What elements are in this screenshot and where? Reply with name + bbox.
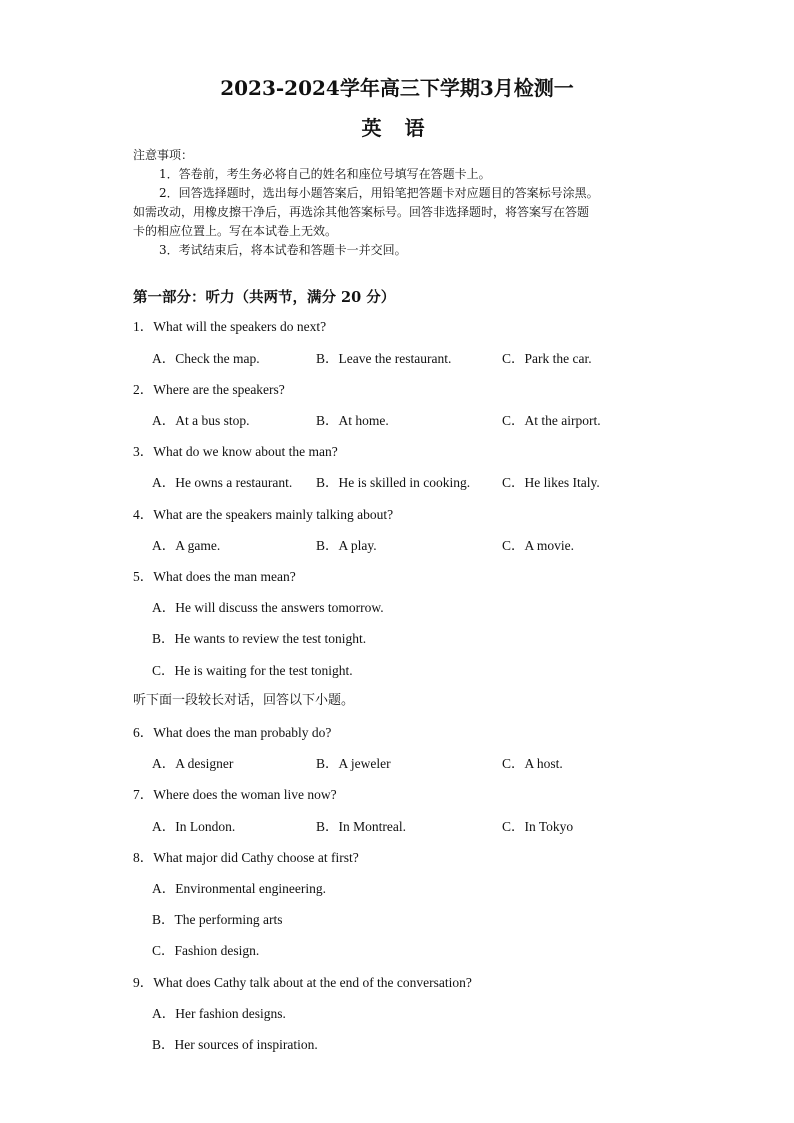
q5-option-a: A．He will discuss the answers tomorrow. [152,600,384,615]
q1-option-c: C．Park the car. [502,351,592,366]
q9-option-a: A．Her fashion designs. [152,1006,286,1021]
q2-option-a: A．At a bus stop. [152,413,250,428]
q2-option-b: B．At home. [316,413,389,428]
q3-option-a: A．He owns a restaurant. [152,475,293,490]
q4-option-b: B．A play. [316,538,377,553]
notice-item-2-cont: 如需改动，用橡皮擦干净后，再选涂其他答案标号。回答非选择题时，将答案写在答题 [133,205,590,219]
notice-item-2: 2．回答选择题时，选出每小题答案后，用铅笔把答题卡对应题目的答案标号涂黑。 [159,186,599,200]
q5-option-c: C．He is waiting for the test tonight. [152,663,353,678]
notice-block [133,146,673,260]
q9-option-b: B．Her sources of inspiration. [152,1037,318,1052]
q4-option-a: A．A game. [152,538,221,553]
question-3: 3．What do we know about the man? [133,444,338,459]
q8-option-a: A．Environmental engineering. [152,881,326,896]
question-7: 7．Where does the woman live now? [133,787,337,802]
q6-option-b: B．A jeweler [316,756,391,771]
question-1: 1．What will the speakers do next? [133,319,327,334]
question-5: 5．What does the man mean? [133,569,296,584]
q6-option-c: C．A host. [502,756,563,771]
exam-title: 2023-2024学年高三下学期3月检测一 [220,76,574,100]
q7-option-c: C．In Tokyo [502,819,574,834]
q7-option-b: B．In Montreal. [316,819,406,834]
question-4: 4．What are the speakers mainly talking about? [133,507,394,522]
q5-option-b: B．He wants to review the test tonight. [152,631,367,646]
question-6: 6．What does the man probably do? [133,725,332,740]
q2-option-c: C．At the airport. [502,413,601,428]
notice-heading: 注意事项： [133,148,194,162]
q7-option-a: A．In London. [152,819,236,834]
section-instruction: 听下面一段较长对话，回答以下小题。 [133,693,355,708]
q3-option-b: B．He is skilled in cooking. [316,475,471,490]
section-title: 第一部分：听力（共两节，满分 20 分） [133,289,396,306]
notice-item-2-cont2: 卡的相应位置上。写在本试卷上无效。 [133,224,338,238]
q4-option-c: C．A movie. [502,538,575,553]
question-9: 9．What does Cathy talk about at the end of the conversation? [133,975,472,990]
question-2: 2．Where are the speakers? [133,382,285,397]
q3-option-c: C．He likes Italy. [502,475,600,490]
question-8: 8．What major did Cathy choose at first? [133,850,359,865]
q8-option-b: B．The performing arts [152,912,283,927]
q1-option-b: B．Leave the restaurant. [316,351,452,366]
q6-option-a: A．A designer [152,756,234,771]
q1-option-a: A．Check the map. [152,351,260,366]
notice-item-1: 1．答卷前，考生务必将自己的姓名和座位号填写在答题卡上。 [159,167,491,181]
subject-title: 英 语 [361,116,433,140]
notice-item-3: 3．考试结束后，将本试卷和答题卡一并交回。 [159,243,407,257]
q8-option-c: C．Fashion design. [152,943,260,958]
